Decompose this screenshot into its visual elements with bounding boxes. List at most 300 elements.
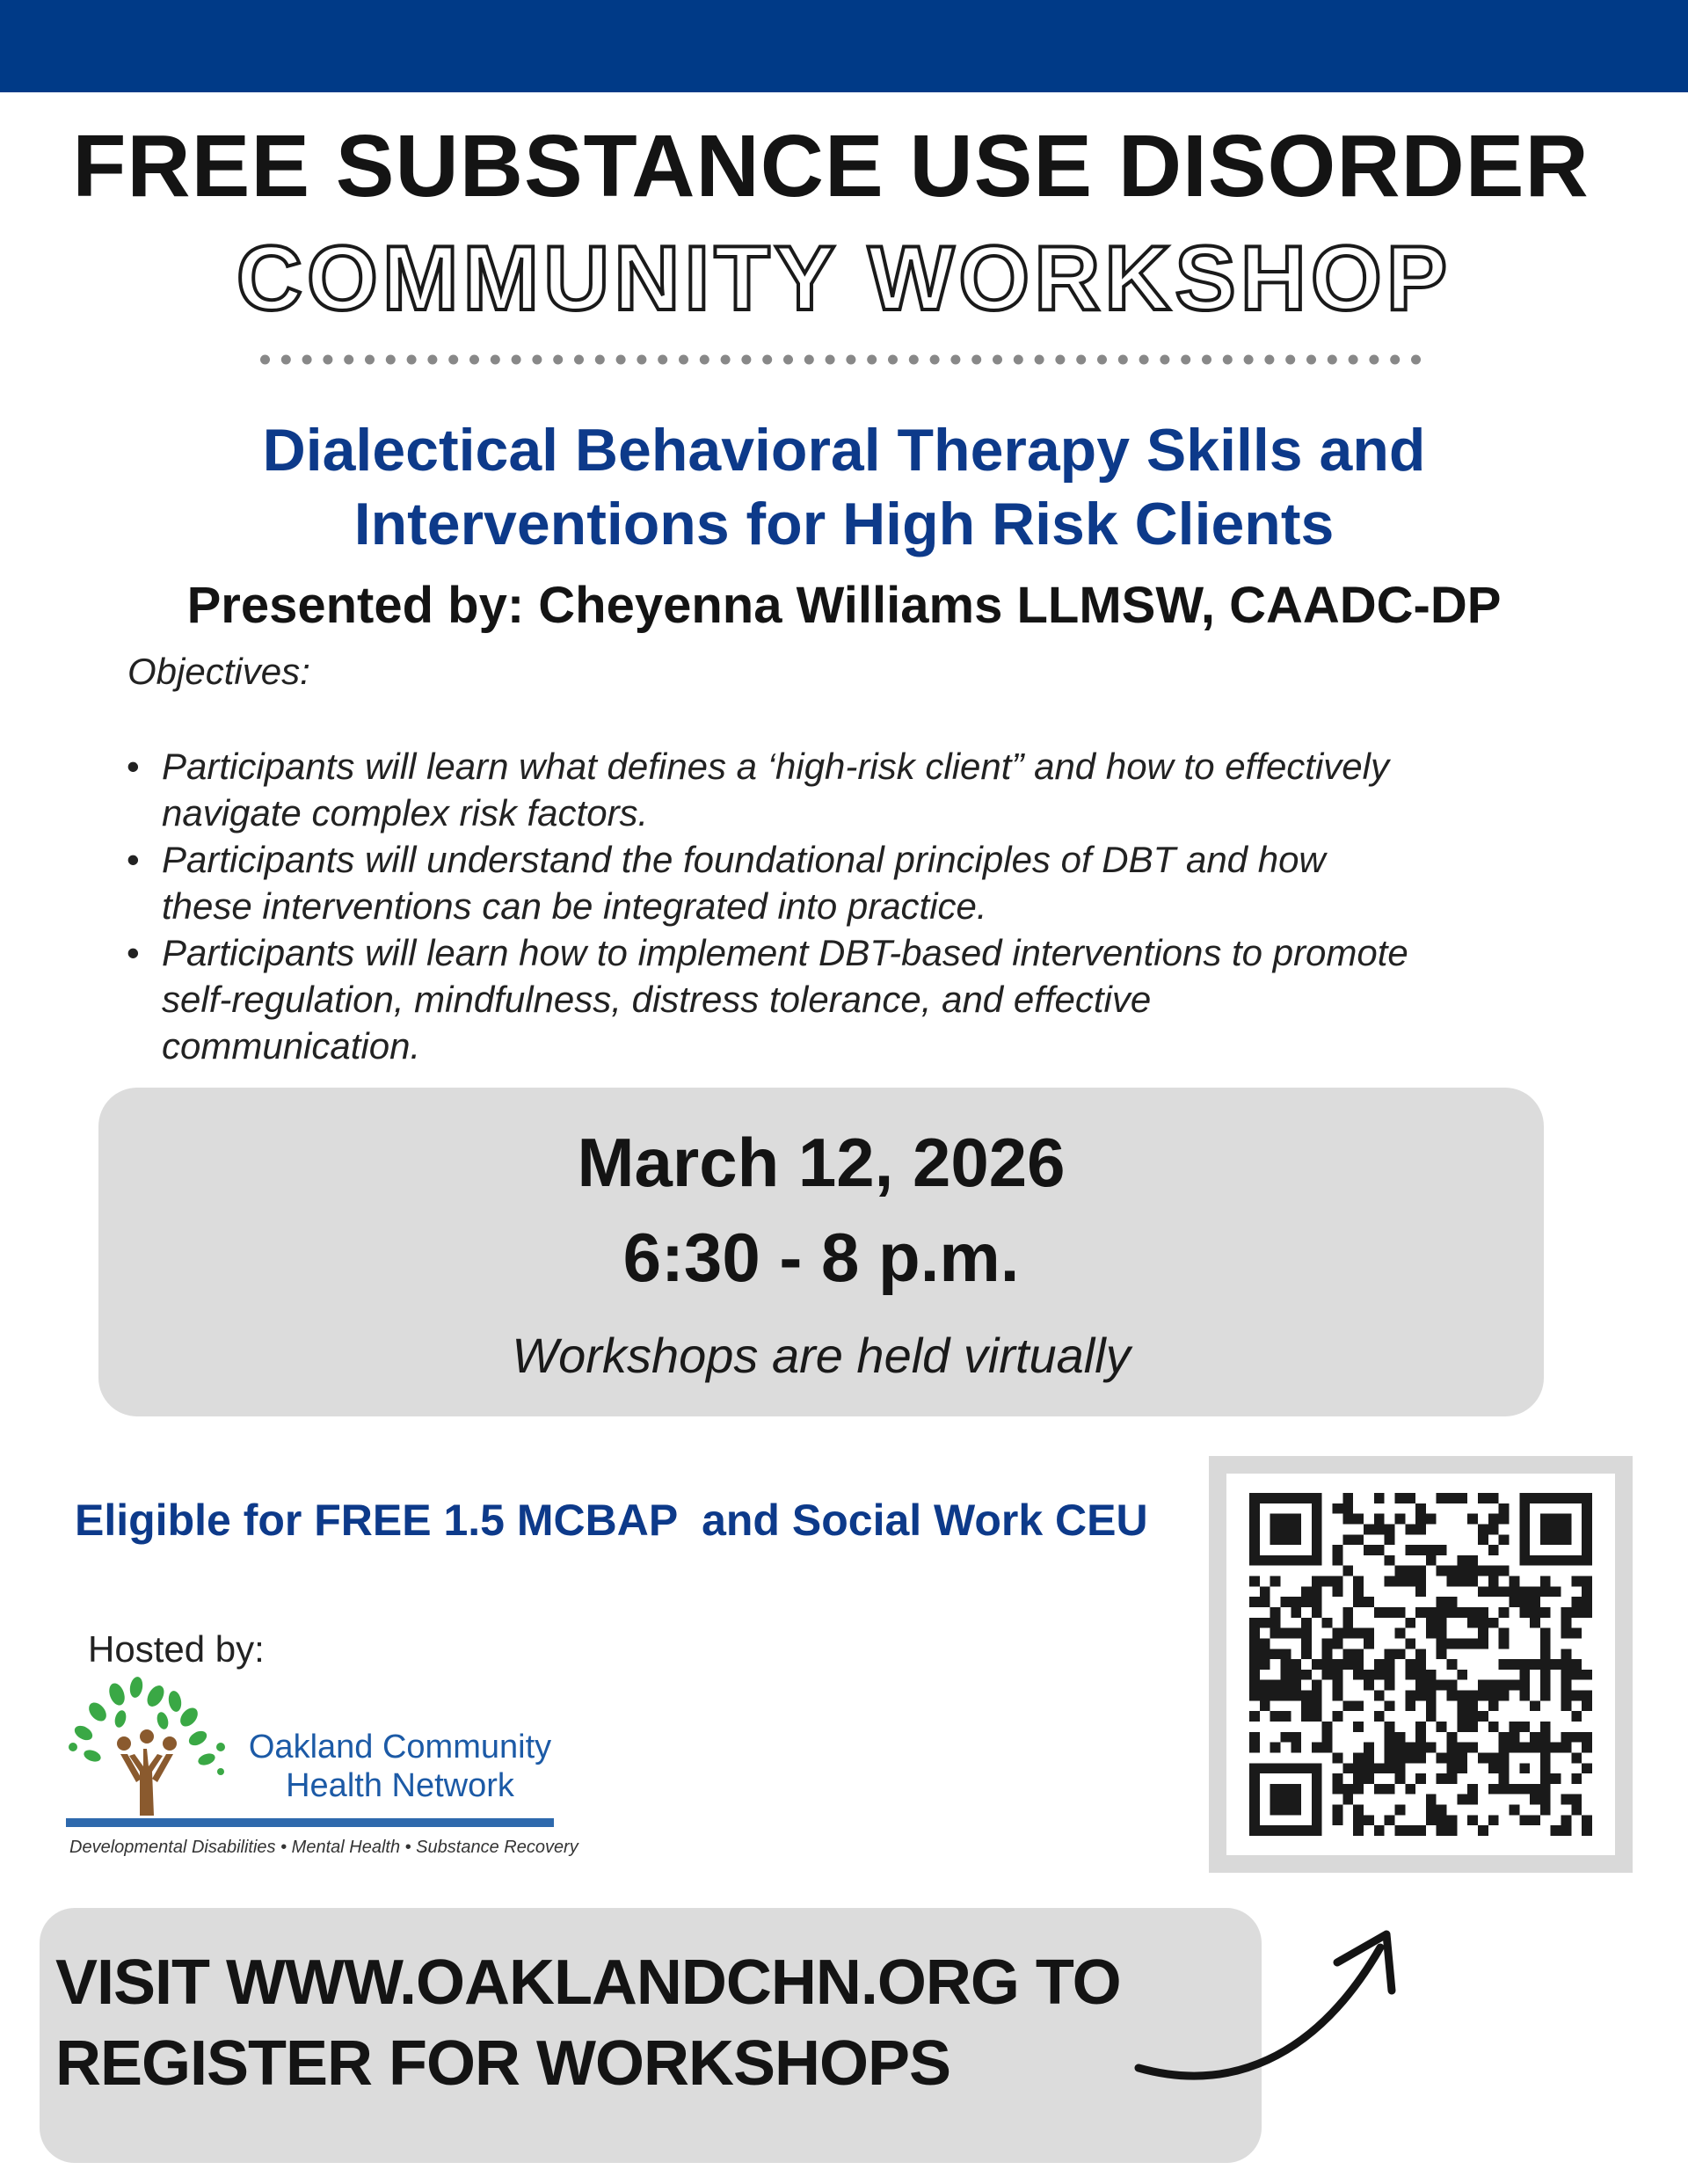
qr-module	[1447, 1752, 1458, 1763]
qr-module	[1301, 1493, 1312, 1503]
qr-module	[1582, 1503, 1592, 1514]
divider-dot	[344, 355, 353, 365]
qr-module	[1280, 1691, 1291, 1701]
qr-module	[1249, 1773, 1260, 1784]
session-title-line-1: Dialectical Behavioral Therapy Skills and	[262, 417, 1426, 484]
qr-module	[1260, 1700, 1270, 1711]
qr-module	[1551, 1659, 1561, 1670]
qr-module	[1457, 1752, 1467, 1763]
qr-module	[1249, 1524, 1260, 1534]
qr-module	[1582, 1555, 1592, 1566]
qr-module	[1478, 1586, 1488, 1597]
qr-module	[1249, 1825, 1260, 1836]
qr-module	[1364, 1524, 1374, 1534]
qr-module	[1385, 1524, 1395, 1534]
qr-module	[1582, 1763, 1592, 1773]
objectives-list	[123, 743, 1565, 1069]
qr-module	[1426, 1670, 1437, 1680]
divider-dot	[1055, 355, 1065, 365]
qr-module	[1374, 1659, 1385, 1670]
host-org-name-line-1: Oakland Community	[248, 1729, 552, 1765]
qr-module	[1540, 1691, 1551, 1701]
qr-module	[1374, 1825, 1385, 1836]
qr-module	[1499, 1784, 1510, 1795]
qr-module	[1415, 1586, 1426, 1597]
qr-module	[1530, 1795, 1540, 1805]
qr-module	[1291, 1732, 1301, 1743]
qr-module	[1291, 1743, 1301, 1753]
top-banner	[0, 0, 1688, 92]
qr-module	[1561, 1700, 1572, 1711]
qr-module	[1291, 1670, 1301, 1680]
qr-module	[1437, 1825, 1447, 1836]
qr-module	[1467, 1607, 1478, 1618]
qr-module	[1291, 1628, 1301, 1639]
qr-module	[1394, 1752, 1405, 1763]
qr-module	[1291, 1691, 1301, 1701]
qr-module	[1457, 1691, 1467, 1701]
divider-dot	[302, 355, 312, 365]
objective-text: Participants will learn how to implement DBT-based interventions to promote	[162, 932, 1408, 973]
qr-module	[1312, 1607, 1322, 1618]
qr-module	[1374, 1670, 1385, 1680]
qr-module	[1291, 1524, 1301, 1534]
qr-module	[1582, 1576, 1592, 1587]
qr-module	[1561, 1618, 1572, 1628]
qr-module	[1291, 1514, 1301, 1525]
qr-module	[1374, 1493, 1385, 1503]
qr-module	[1561, 1795, 1572, 1805]
qr-module	[1499, 1534, 1510, 1545]
qr-module	[1467, 1638, 1478, 1649]
qr-module	[1467, 1618, 1478, 1628]
qr-module	[1301, 1649, 1312, 1659]
qr-module	[1415, 1743, 1426, 1753]
qr-module	[1426, 1680, 1437, 1691]
qr-module	[1280, 1732, 1291, 1743]
event-date: March 12, 2026	[577, 1124, 1066, 1201]
objective-text: Participants will learn what defines a ‘high-risk client” and how to effectively	[162, 746, 1389, 787]
divider-dot	[679, 355, 688, 365]
qr-module	[1447, 1566, 1458, 1576]
qr-module	[1571, 1628, 1582, 1639]
qr-module	[1249, 1638, 1260, 1649]
qr-module	[1353, 1700, 1364, 1711]
qr-module	[1291, 1825, 1301, 1836]
qr-module	[1385, 1784, 1395, 1795]
qr-module	[1394, 1732, 1405, 1743]
qr-module	[1405, 1493, 1415, 1503]
qr-module	[1467, 1576, 1478, 1587]
qr-module	[1437, 1607, 1447, 1618]
qr-module	[1457, 1638, 1467, 1649]
qr-module	[1280, 1805, 1291, 1816]
qr-module	[1457, 1576, 1467, 1587]
qr-module	[1280, 1524, 1291, 1534]
qr-module	[1499, 1752, 1510, 1763]
divider-dot	[1118, 355, 1128, 365]
qr-module	[1509, 1805, 1519, 1816]
qr-module	[1249, 1503, 1260, 1514]
qr-module	[1478, 1680, 1488, 1691]
qr-module	[1561, 1628, 1572, 1639]
qr-module	[1249, 1534, 1260, 1545]
qr-module	[1342, 1493, 1353, 1503]
qr-module	[1301, 1628, 1312, 1639]
qr-module	[1312, 1815, 1322, 1825]
qr-module	[1478, 1534, 1488, 1545]
qr-module	[1385, 1732, 1395, 1743]
qr-module	[1499, 1691, 1510, 1701]
qr-module	[1312, 1773, 1322, 1784]
qr-module	[1342, 1649, 1353, 1659]
qr-module	[1260, 1586, 1270, 1597]
qr-module	[1301, 1711, 1312, 1722]
qr-module	[1519, 1691, 1530, 1701]
qr-module	[1260, 1825, 1270, 1836]
qr-module	[1499, 1503, 1510, 1514]
qr-module	[1561, 1732, 1572, 1743]
qr-module	[1519, 1659, 1530, 1670]
qr-module	[1291, 1597, 1301, 1607]
divider-dot	[846, 355, 855, 365]
qr-module	[1342, 1795, 1353, 1805]
qr-module	[1437, 1493, 1447, 1503]
qr-module	[1301, 1586, 1312, 1597]
qr-module	[1291, 1659, 1301, 1670]
qr-module	[1551, 1555, 1561, 1566]
qr-module	[1270, 1607, 1281, 1618]
qr-module	[1333, 1752, 1343, 1763]
objective-text: these interventions can be integrated into practice.	[162, 885, 987, 927]
qr-module	[1426, 1607, 1437, 1618]
qr-module	[1280, 1763, 1291, 1773]
qr-module	[1312, 1795, 1322, 1805]
qr-code-frame[interactable]	[1209, 1456, 1633, 1873]
presenter: Presented by: Cheyenna Williams LLMSW, CAADC-DP	[186, 577, 1502, 634]
divider-dot	[826, 355, 835, 365]
divider-dot	[1035, 355, 1044, 365]
page-title: FREE SUBSTANCE USE DISORDER	[72, 117, 1590, 215]
qr-module	[1353, 1534, 1364, 1545]
qr-code-background	[1226, 1474, 1615, 1855]
qr-module	[1385, 1752, 1395, 1763]
qr-module	[1333, 1815, 1343, 1825]
qr-module	[1447, 1576, 1458, 1587]
divider-dot	[1244, 355, 1254, 365]
qr-module	[1530, 1784, 1540, 1795]
qr-module	[1291, 1534, 1301, 1545]
qr-module	[1312, 1711, 1322, 1722]
qr-code-icon[interactable]	[1249, 1493, 1592, 1836]
qr-module	[1561, 1825, 1572, 1836]
qr-module	[1530, 1700, 1540, 1711]
qr-module	[1530, 1493, 1540, 1503]
qr-module	[1571, 1493, 1582, 1503]
qr-module	[1322, 1576, 1333, 1587]
qr-module	[1394, 1576, 1405, 1587]
divider-dot	[512, 355, 521, 365]
qr-module	[1405, 1752, 1415, 1763]
qr-module	[1551, 1773, 1561, 1784]
qr-module	[1364, 1743, 1374, 1753]
qr-module	[1519, 1607, 1530, 1618]
qr-module	[1301, 1597, 1312, 1607]
qr-module	[1291, 1680, 1301, 1691]
qr-module	[1561, 1659, 1572, 1670]
qr-module	[1488, 1752, 1499, 1763]
qr-module	[1488, 1722, 1499, 1732]
qr-module	[1551, 1825, 1561, 1836]
qr-module	[1364, 1628, 1374, 1639]
qr-module	[1499, 1680, 1510, 1691]
qr-module	[1540, 1493, 1551, 1503]
qr-module	[1530, 1586, 1540, 1597]
qr-module	[1322, 1649, 1333, 1659]
divider-dot	[574, 355, 584, 365]
qr-module	[1561, 1555, 1572, 1566]
qr-module	[1249, 1784, 1260, 1795]
qr-module	[1561, 1607, 1572, 1618]
qr-module	[1260, 1555, 1270, 1566]
session-title-line-2: Interventions for High Risk Clients	[353, 491, 1335, 557]
qr-module	[1333, 1638, 1343, 1649]
schedule-panel	[98, 1088, 1544, 1416]
qr-module	[1499, 1638, 1510, 1649]
divider-dot	[1328, 355, 1337, 365]
qr-module	[1561, 1743, 1572, 1753]
logo-divider	[66, 1818, 554, 1827]
qr-module	[1301, 1700, 1312, 1711]
qr-module	[1478, 1691, 1488, 1701]
qr-module	[1342, 1566, 1353, 1576]
qr-module	[1385, 1815, 1395, 1825]
qr-module	[1437, 1597, 1447, 1607]
qr-module	[1374, 1784, 1385, 1795]
qr-module	[1530, 1659, 1540, 1670]
divider-dot	[427, 355, 437, 365]
qr-module	[1540, 1773, 1551, 1784]
qr-module	[1322, 1670, 1333, 1680]
qr-module	[1499, 1743, 1510, 1753]
qr-module	[1519, 1743, 1530, 1753]
qr-module	[1561, 1670, 1572, 1680]
qr-module	[1540, 1555, 1551, 1566]
qr-module	[1571, 1732, 1582, 1743]
qr-module	[1519, 1503, 1530, 1514]
divider-dot	[553, 355, 563, 365]
qr-module	[1322, 1743, 1333, 1753]
qr-module	[1415, 1576, 1426, 1587]
qr-module	[1457, 1670, 1467, 1680]
qr-module	[1551, 1493, 1561, 1503]
qr-module	[1312, 1493, 1322, 1503]
qr-module	[1447, 1638, 1458, 1649]
qr-module	[1394, 1493, 1405, 1503]
qr-module	[1509, 1659, 1519, 1670]
qr-module	[1561, 1514, 1572, 1525]
qr-module	[1415, 1503, 1426, 1514]
bullet-icon: •	[127, 839, 140, 880]
qr-module	[1530, 1607, 1540, 1618]
qr-module	[1447, 1659, 1458, 1670]
qr-module	[1571, 1576, 1582, 1587]
qr-module	[1270, 1514, 1281, 1525]
qr-module	[1447, 1493, 1458, 1503]
qr-module	[1540, 1638, 1551, 1649]
divider-dot	[1181, 355, 1190, 365]
qr-module	[1374, 1524, 1385, 1534]
qr-module	[1467, 1743, 1478, 1753]
qr-module	[1457, 1493, 1467, 1503]
qr-module	[1540, 1514, 1551, 1525]
qr-module	[1582, 1743, 1592, 1753]
divider-dot	[1349, 355, 1358, 365]
qr-module	[1499, 1566, 1510, 1576]
qr-module	[1322, 1659, 1333, 1670]
qr-module	[1280, 1795, 1291, 1805]
qr-module	[1312, 1597, 1322, 1607]
register-callout-line-2: REGISTER FOR WORKSHOPS	[55, 2028, 951, 2099]
qr-module	[1333, 1773, 1343, 1784]
objective-text: self-regulation, mindfulness, distress tolerance, and effective	[162, 979, 1152, 1020]
qr-module	[1571, 1711, 1582, 1722]
qr-module	[1333, 1784, 1343, 1795]
qr-module	[1467, 1784, 1478, 1795]
qr-module	[1333, 1586, 1343, 1597]
qr-module	[1260, 1493, 1270, 1503]
qr-module	[1467, 1795, 1478, 1805]
qr-module	[1301, 1825, 1312, 1836]
qr-module	[1540, 1534, 1551, 1545]
qr-module	[1437, 1773, 1447, 1784]
qr-module	[1509, 1586, 1519, 1597]
qr-module	[1374, 1691, 1385, 1701]
qr-module	[1561, 1815, 1572, 1825]
divider-dot	[637, 355, 646, 365]
objective-item	[123, 836, 1565, 929]
qr-module	[1519, 1586, 1530, 1597]
qr-module	[1312, 1555, 1322, 1566]
qr-module	[1571, 1555, 1582, 1566]
qr-module	[1478, 1524, 1488, 1534]
qr-module	[1333, 1670, 1343, 1680]
bullet-icon: •	[127, 746, 140, 787]
qr-module	[1353, 1825, 1364, 1836]
qr-module	[1405, 1576, 1415, 1587]
divider-dot	[532, 355, 542, 365]
qr-module	[1270, 1691, 1281, 1701]
divider-dot	[260, 355, 270, 365]
qr-module	[1374, 1545, 1385, 1555]
qr-module	[1260, 1618, 1270, 1628]
qr-module	[1571, 1670, 1582, 1680]
qr-module	[1385, 1607, 1395, 1618]
qr-module	[1447, 1680, 1458, 1691]
qr-module	[1312, 1825, 1322, 1836]
qr-module	[1364, 1773, 1374, 1784]
qr-module	[1385, 1763, 1395, 1773]
qr-module	[1353, 1815, 1364, 1825]
qr-module	[1571, 1773, 1582, 1784]
qr-module	[1249, 1680, 1260, 1691]
qr-module	[1530, 1555, 1540, 1566]
qr-module	[1260, 1649, 1270, 1659]
qr-module	[1540, 1784, 1551, 1795]
objective-text: Participants will understand the foundational principles of DBT and how	[162, 839, 1326, 880]
qr-module	[1364, 1680, 1374, 1691]
qr-module	[1571, 1607, 1582, 1618]
qr-module	[1353, 1763, 1364, 1773]
qr-module	[1437, 1752, 1447, 1763]
divider-dot	[1264, 355, 1274, 365]
qr-module	[1312, 1534, 1322, 1545]
divider-dot	[1285, 355, 1295, 365]
objective-text: communication.	[162, 1025, 421, 1067]
divider-dot	[448, 355, 458, 365]
qr-module	[1333, 1659, 1343, 1670]
divider-dot	[762, 355, 772, 365]
page-subtitle-outline: COMMUNITY WORKSHOP	[236, 228, 1452, 330]
qr-module	[1353, 1586, 1364, 1597]
qr-module	[1415, 1514, 1426, 1525]
qr-module	[1540, 1524, 1551, 1534]
qr-module	[1467, 1555, 1478, 1566]
qr-module	[1353, 1597, 1364, 1607]
qr-module	[1280, 1628, 1291, 1639]
qr-module	[1488, 1545, 1499, 1555]
qr-module	[1447, 1825, 1458, 1836]
qr-module	[1249, 1763, 1260, 1773]
qr-module	[1342, 1607, 1353, 1618]
qr-module	[1249, 1555, 1260, 1566]
qr-module	[1561, 1493, 1572, 1503]
divider-dot	[930, 355, 940, 365]
qr-module	[1478, 1493, 1488, 1503]
qr-module	[1530, 1743, 1540, 1753]
qr-module	[1582, 1493, 1592, 1503]
qr-module	[1280, 1680, 1291, 1691]
qr-module	[1342, 1534, 1353, 1545]
divider-dot	[888, 355, 898, 365]
qr-module	[1519, 1524, 1530, 1534]
qr-module	[1478, 1618, 1488, 1628]
qr-module	[1582, 1524, 1592, 1534]
qr-module	[1385, 1670, 1395, 1680]
qr-module	[1499, 1732, 1510, 1743]
qr-module	[1364, 1752, 1374, 1763]
qr-module	[1488, 1618, 1499, 1628]
qr-module	[1540, 1670, 1551, 1680]
qr-module	[1582, 1700, 1592, 1711]
qr-module	[1270, 1805, 1281, 1816]
qr-module	[1561, 1649, 1572, 1659]
qr-module	[1342, 1628, 1353, 1639]
qr-module	[1249, 1628, 1260, 1639]
qr-module	[1488, 1514, 1499, 1525]
qr-module	[1353, 1784, 1364, 1795]
qr-module	[1551, 1534, 1561, 1545]
qr-module	[1312, 1743, 1322, 1753]
qr-module	[1385, 1659, 1395, 1670]
qr-module	[1467, 1722, 1478, 1732]
qr-module	[1519, 1545, 1530, 1555]
host-org-name-line-2: Health Network	[286, 1767, 514, 1804]
qr-module	[1353, 1670, 1364, 1680]
qr-module	[1270, 1618, 1281, 1628]
qr-module	[1582, 1825, 1592, 1836]
qr-module	[1301, 1555, 1312, 1566]
